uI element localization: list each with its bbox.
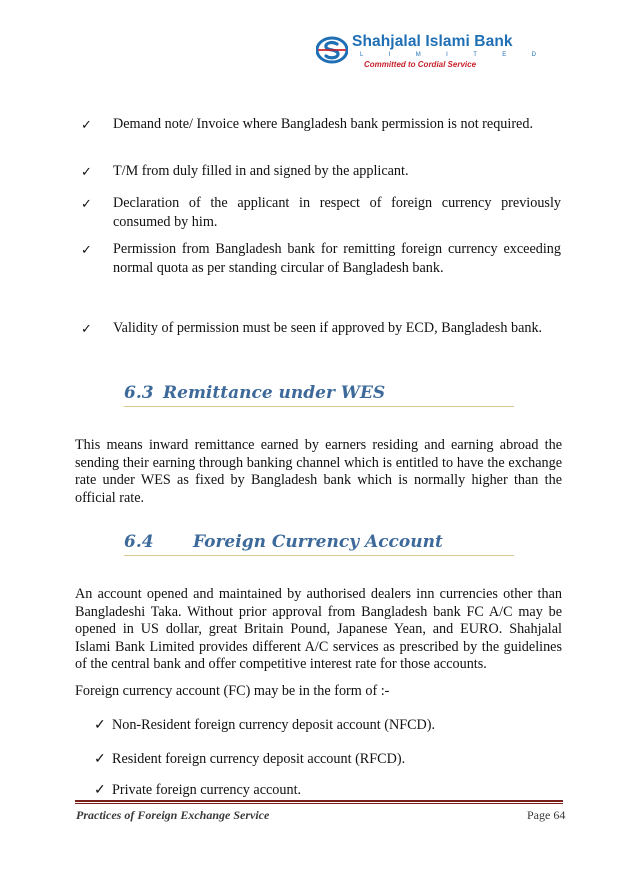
section-title: Remittance under WES xyxy=(163,383,386,403)
section-number: 6.4 xyxy=(124,532,154,552)
checkmark-icon: ✓ xyxy=(81,242,92,257)
limited-letter: I xyxy=(388,52,391,58)
limited-letter: E xyxy=(502,52,507,58)
bank-logo xyxy=(316,31,546,71)
checklist-item: Permission from Bangladesh bank for remitting foreign currency exceeding normal quota as per standing circular of Bangladesh bank. xyxy=(113,241,561,276)
limited-letter: T xyxy=(473,52,477,58)
footer-rule xyxy=(75,803,563,804)
limited-letter: D xyxy=(531,52,536,58)
fc-list-item xyxy=(94,782,301,799)
checkmark-icon: ✓ xyxy=(81,164,92,179)
fc-list-item xyxy=(94,717,435,734)
heading-underline xyxy=(124,406,514,407)
limited-letter: I xyxy=(446,52,448,58)
section-number: 6.3 xyxy=(124,383,154,403)
checkmark-icon: ✓ xyxy=(94,783,106,798)
bank-emblem-icon xyxy=(316,34,348,66)
fc-list-item xyxy=(94,751,405,768)
checklist-item: Demand note/ Invoice where Bangladesh bank permission is not required. xyxy=(113,116,533,132)
fc-intro: Foreign currency account (FC) may be in the form of :- xyxy=(75,683,390,699)
checkmark-icon: ✓ xyxy=(94,718,106,733)
checklist-item: Validity of permission must be seen if approved by ECD, Bangladesh bank. xyxy=(113,320,543,336)
footer-rule xyxy=(75,800,563,802)
section-paragraph: This means inward remittance earned by earners residing and earning abroad the sending their earning through banking channel which is entitled to have the exchange rate under WES as fixed by Bangladesh bank which is normally higher than the official rate. xyxy=(75,437,562,506)
page-number: Page 64 xyxy=(527,808,566,822)
footer-title: Practices of Foreign Exchange Service xyxy=(76,808,270,822)
bank-name: Shahjalal Islami Bank xyxy=(352,33,513,50)
fc-list-item-label: Non-Resident foreign currency deposit account (NFCD). xyxy=(112,717,436,733)
heading-underline xyxy=(124,555,514,556)
section-title: Foreign Currency Account xyxy=(193,532,443,552)
bank-limited-letters xyxy=(360,52,536,58)
limited-letter: M xyxy=(415,52,421,58)
checkmark-icon: ✓ xyxy=(81,321,92,336)
checkmark-icon: ✓ xyxy=(81,117,92,132)
section-paragraph: An account opened and maintained by authorised dealers inn currencies other than Bangladeshi Taka. Without prior approval from Bangladesh bank FC A/C may be opened in US dollar, great Britain Pound, Japanese Yean, and EURO. Shahjalal Islami Bank Limited provides different A/C services as prescribed by the guidelines of the central bank and offer competitive interest rate for those accounts. xyxy=(75,586,562,673)
checklist-item: T/M from duly filled in and signed by the applicant. xyxy=(113,163,409,179)
fc-list-item-label: Resident foreign currency deposit account (RFCD). xyxy=(112,751,406,767)
checkmark-icon: ✓ xyxy=(81,196,92,211)
bank-tagline: Committed to Cordial Service xyxy=(364,60,477,69)
checklist-item: Declaration of the applicant in respect of foreign currency previously consumed by him. xyxy=(113,195,561,230)
fc-list-item-label: Private foreign currency account. xyxy=(112,782,302,798)
checkmark-icon: ✓ xyxy=(94,752,106,767)
limited-letter: L xyxy=(360,52,364,58)
